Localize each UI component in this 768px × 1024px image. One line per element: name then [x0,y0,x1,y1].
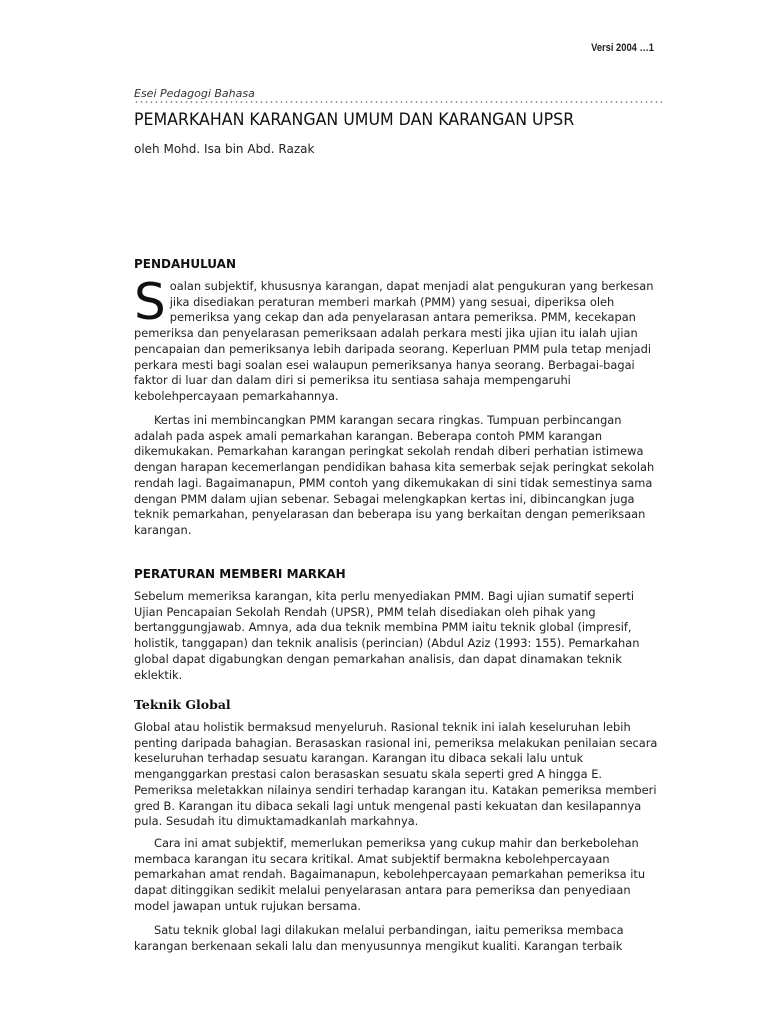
page-version: Versi 2004 …1 [591,42,654,54]
author-line: oleh Mohd. Isa bin Abd. Razak [134,142,315,156]
heading-peraturan: PERATURAN MEMBERI MARKAH [134,567,346,581]
heading-pendahuluan: PENDAHULUAN [134,257,236,271]
paragraph-teknik-global-1: Global atau holistik bermaksud menyeluruh. Rasional teknik ini ialah keseluruhan lebih penting daripada bahagian. Berasaskan rasional ini, pemeriksa melakukan penilaian secara keseluruhan terhadap sesuatu karangan. Karangan itu dibaca sekali lalu untuk menganggarkan prestasi calon berasaskan sesuatu skala seperti gred A hingga E. Pemeriksa meletakkan nilainya sendiri terhadap karangan itu. Katakan pemeriksa memberi gred B. Karangan itu dibaca sekali lagi untuk mengenal pasti kekuatan dan kesilapannya pula. Sesudah itu dimuktamadkanlah markahnya. [134,720,658,829]
drop-cap: S [134,273,166,331]
page-title: PEMARKAHAN KARANGAN UMUM DAN KARANGAN UPSR [134,110,575,130]
dotted-rule [134,100,662,104]
paragraph-pendahuluan-1 [134,273,658,405]
series-label: Esei Pedagogi Bahasa [134,87,255,100]
paragraph-teknik-global-3: Satu teknik global lagi dilakukan melalui perbandingan, iaitu pemeriksa membaca karangan berkenaan sekali lalu dan menyusunnya mengikut kualiti. Karangan terbaik [134,923,624,953]
paragraph-text: oalan subjektif, khususnya karangan, dapat menjadi alat pengukuran yang berkesan jika disediakan peraturan memberi markah (PMM) yang sesuai, diperiksa oleh pemeriksa yang cekap dan ada penyelarasan antara pemeriksa. PMM, kecekapan pemeriksa dan penyelarasan pemeriksaan adalah perkara mesti jika ujian itu ialah ujian pencapaian dan pemeriksanya lebih daripada seorang. Keperluan PMM pula tetap menjadi perkara mesti bagi soalan esei walaupun pemeriksanya hanya seorang. Berbagai-bagai faktor di luar dan dalam diri si pemeriksa itu sentiasa sahaja mempengaruhi kebolehpercayaan pemarkahannya. [134,279,654,403]
heading-teknik-global: Teknik Global [134,697,231,712]
paragraph-teknik-global-2: Cara ini amat subjektif, memerlukan pemeriksa yang cukup mahir dan berkebolehan membaca karangan itu secara kritikal. Amat subjektif bermakna kebolehpercayaan pemarkahan amat rendah. Bagaimanapun, kebolehpercayaan pemarkahan pemeriksa itu dapat ditinggikan sedikit melalui penyelarasan antara para pemeriksa dan penyediaan model jawapan untuk rujukan bersama. [134,836,646,913]
paragraph-pendahuluan-2: Kertas ini membincangkan PMM karangan secara ringkas. Tumpuan perbincangan adalah pada aspek amali pemarkahan karangan. Beberapa contoh PMM karangan dikemukakan. Pemarkahan karangan peringkat sekolah rendah diberi perhatian istimewa dengan harapan kecemerlangan pendidikan bahasa kita semerbak sejak peringkat sekolah rendah lagi. Bagaimanapun, PMM contoh yang dikemukakan di sini tidak semestinya sama dengan PMM dalam ujian sebenar. Sebagai melengkapkan kertas ini, dibincangkan juga teknik pemarkahan, penyelarasan dan beberapa isu yang berkaitan dengan pemeriksaan karangan. [134,413,655,537]
paragraph-peraturan-1: Sebelum memeriksa karangan, kita perlu menyediakan PMM. Bagi ujian sumatif seperti Ujian Pencapaian Sekolah Rendah (UPSR), PMM telah disediakan oleh pihak yang bertanggungjawab. Amnya, ada dua teknik membina PMM iaitu teknik global (impresif, holistik, tanggapan) dan teknik analisis (perincian) (Abdul Aziz (1993: 155). Pemarkahan global dapat digabungkan dengan pemarkahan analisis, dan dapat dinamakan teknik eklektik. [134,589,640,682]
